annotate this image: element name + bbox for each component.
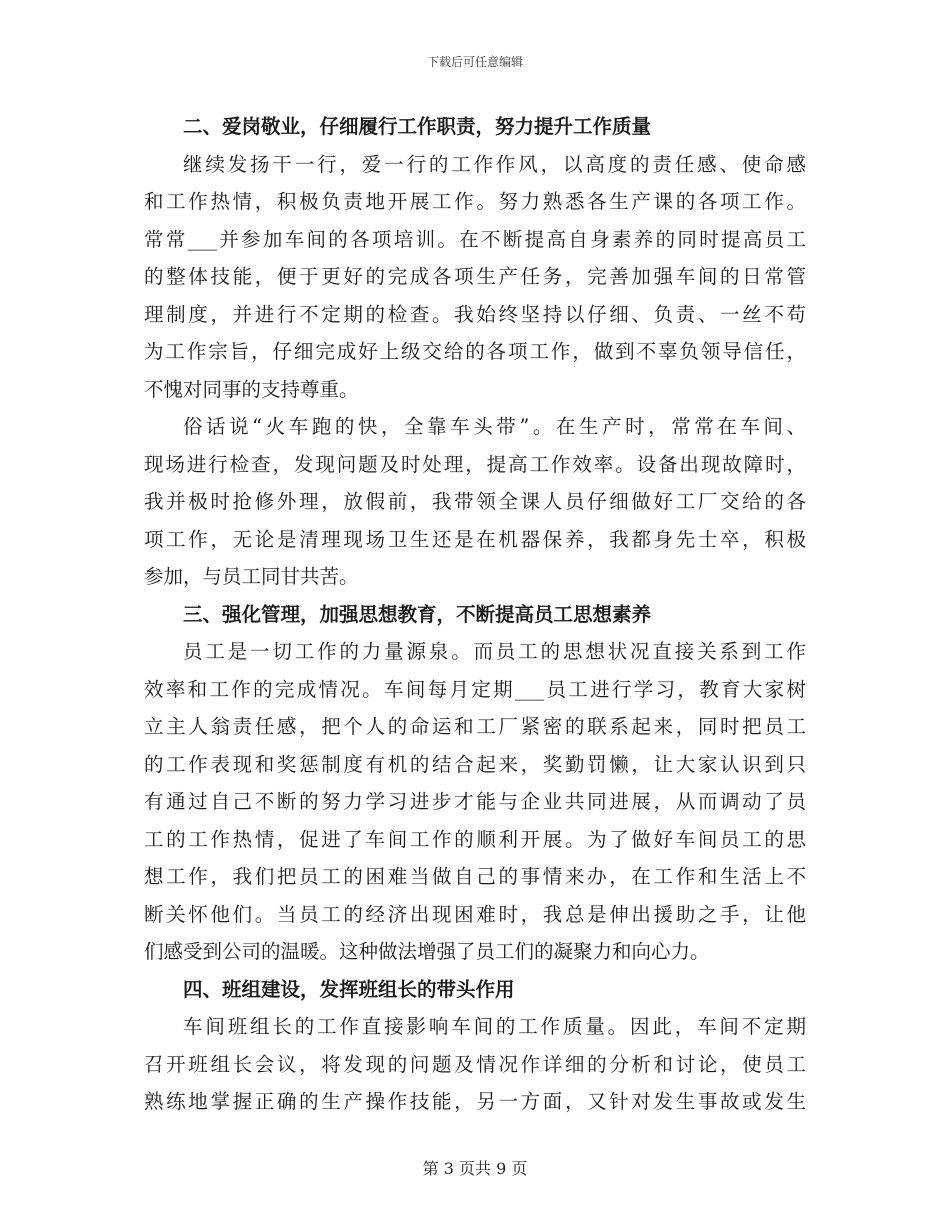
paragraph-line: 工的工作热情，促进了车间工作的顺利开展。为了做好车间员工的思 [144, 827, 806, 851]
paragraph-line: 我并极时抢修外理，放假前，我带领全课人员仔细做好工厂交给的各 [144, 490, 806, 513]
paragraph-last-line: 不愧对同事的支持尊重。 [144, 377, 359, 401]
paragraph-line: 立主人翁责任感，把个人的命运和工厂紧密的联系起来，同时把员工 [144, 715, 806, 738]
paragraph-first-line: 员工是一切工作的力量源泉。而员工的思想状况直接关系到工作 [183, 640, 806, 663]
paragraph-last-line: 参加，与员工同甘共苦。 [144, 565, 359, 588]
paragraph-line: 的整体技能，便于更好的完成各项生产任务，完善加强车间的日常管 [144, 265, 806, 288]
paragraph-line: 有通过自己不断的努力学习进步才能与企业共同进展，从而调动了员 [144, 790, 806, 813]
section-heading: 三、强化管理，加强思想教育，不断提高员工思想素养 [183, 602, 652, 626]
paragraph-line: 想工作，我们把员工的困难当做自己的事情来办，在工作和生活上不 [144, 865, 806, 888]
paragraph-line: 为工作宗旨，仔细完成好上级交给的各项工作，做到不辜负领导信任， [144, 340, 806, 363]
document-body [144, 108, 806, 1121]
paragraph-line: 常常___并参加车间的各项培训。在不断提高自身素养的同时提高员工 [144, 227, 806, 251]
paragraph-line: 效率和工作的完成情况。车间每月定期___员工进行学习，教育大家树 [144, 677, 806, 701]
page-footer: 第 3 页共 9 页 [422, 1159, 528, 1178]
section-heading: 四、班组建设，发挥班组长的带头作用 [183, 977, 515, 1001]
paragraph-first-line: 俗话说“火车跑的快，全靠车头带”。在生产时，常常在车间、 [183, 415, 806, 438]
paragraph-line: 的工作表现和奖惩制度有机的结合起来，奖勤罚懒，让大家认识到只 [144, 752, 806, 776]
page-header-note: 下载后可任意编辑 [426, 55, 523, 69]
paragraph-line: 断关怀他们。当员工的经济出现困难时，我总是伸出援助之手，让他 [144, 902, 806, 926]
paragraph-line: 理制度，并进行不定期的检查。我始终坚持以仔细、负责、一丝不苟 [144, 302, 806, 326]
paragraph-line: 和工作热情，积极负责地开展工作。努力熟悉各生产课的各项工作。 [144, 190, 806, 213]
paragraph-last-line: 们感受到公司的温暖。这种做法增强了员工们的凝聚力和向心力。 [144, 940, 710, 963]
paragraph-line: 现场进行检查，发现问题及时处理，提高工作效率。设备出现故障时， [144, 452, 806, 476]
paragraph-first-line: 车间班组长的工作直接影响车间的工作质量。因此，车间不定期 [183, 1015, 806, 1038]
paragraph-line: 项工作，无论是清理现场卫生还是在机器保养，我都身先士卒，积极 [144, 527, 806, 551]
paragraph-first-line: 继续发扬干一行，爱一行的工作作风，以高度的责任感、使命感 [183, 152, 806, 176]
section-heading: 二、爱岗敬业，仔细履行工作职责，努力提升工作质量 [183, 115, 652, 138]
paragraph-line: 熟练地掌握正确的生产操作技能，另一方面，又针对发生事故或发生 [144, 1090, 806, 1113]
paragraph-line: 召开班组长会议，将发现的问题及情况作详细的分析和讨论，使员工 [144, 1052, 806, 1076]
